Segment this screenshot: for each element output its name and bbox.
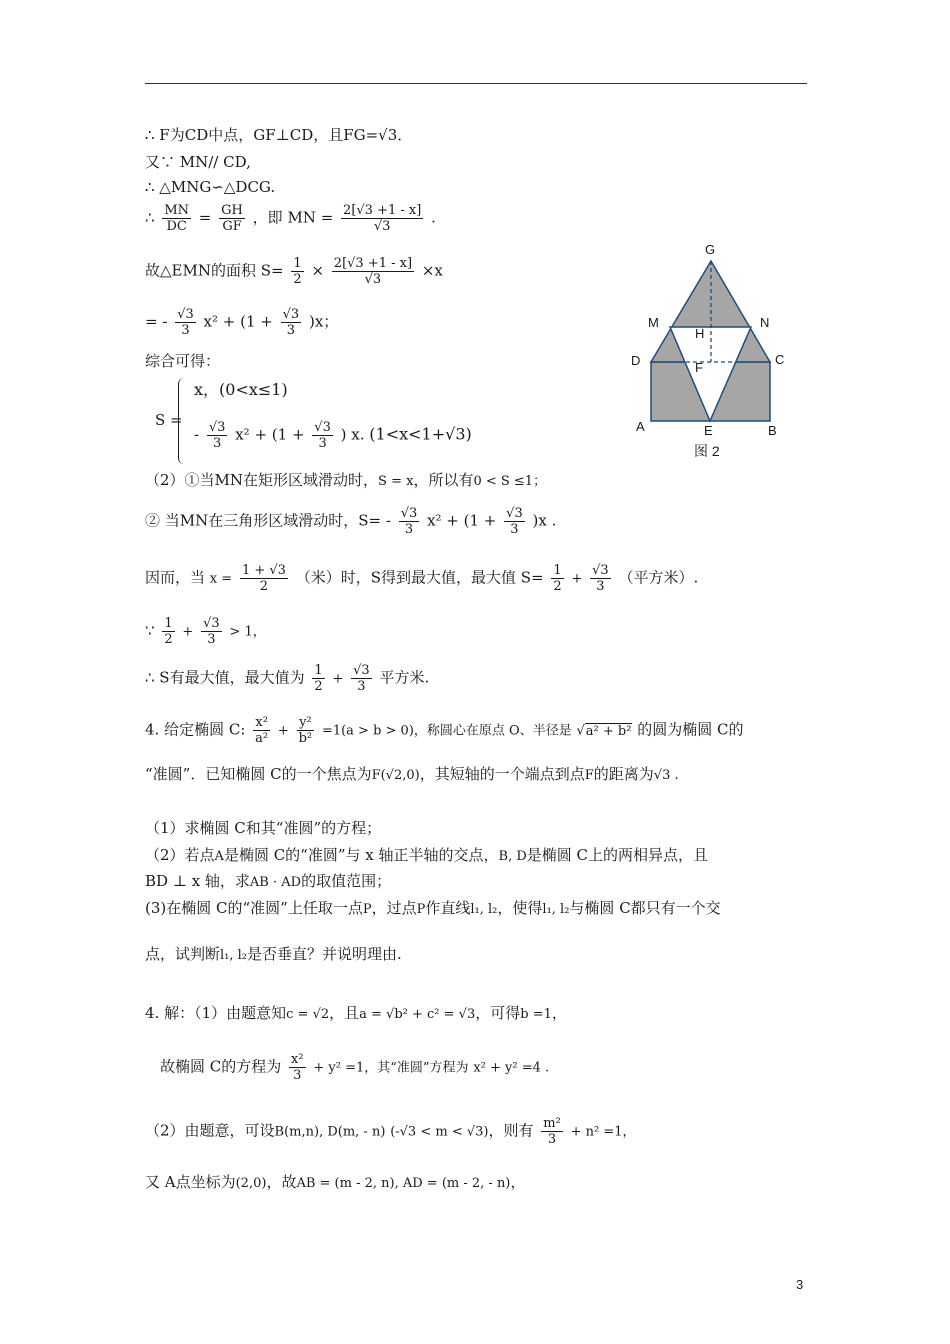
fraction: $\frac{√3}{3}$ <box>506 506 523 537</box>
formula-line: 故△EMN的面积 S= $\frac{1}{2}$ × $\frac{2[√3 +1 - x]}{√3}$ ×x <box>145 256 443 287</box>
fraction: $\frac{GH}{GF}$ <box>221 203 243 234</box>
formula-line: ∴ S有最大值，最大值为 $\frac{1}{2}$ + $\frac{√3}{3}$ 平方米. <box>145 663 430 694</box>
label-M: M <box>648 315 659 330</box>
text-line: ∴ F为CD中点，GF⊥CD，且FG=√3． <box>145 126 413 144</box>
question-4-line-2: “准圆”．已知椭圆 C的一个焦点为F(√2,0)，其短轴的一个端点到点F的距离为√3 . <box>145 765 679 783</box>
text-line: 又∵ MN// CD, <box>145 153 251 171</box>
text-line: （2）①当MN在矩形区域滑动时，S = x，所以有0 < S ≤1； <box>145 471 547 489</box>
question-4-part-3: (3)在椭圆 C的“准圆”上任取一点P，过点P作直线l₁, l₂，使得l₁, l₂与椭圆 C都只有一个交 <box>145 899 721 917</box>
fraction: $\frac{1}{2}$ <box>553 563 562 594</box>
label-G: G <box>705 242 716 257</box>
piecewise-case-2: - $\frac{√3}{3}$ x² + (1 + $\frac{√3}{3}$ ) x. (1<x<1+√3) <box>194 420 472 451</box>
fraction: $\frac{√3}{3}$ <box>177 307 194 338</box>
solution-line-3: （2）由题意，可设B(m,n), D(m, - n) (-√3 < m < √3)，则有 $\frac{\text{m²}}{3}$ + n² =1， <box>145 1116 636 1147</box>
fraction: $\frac{√3}{3}$ <box>400 506 418 537</box>
fraction: $\frac{1}{2}$ <box>314 663 323 694</box>
label-A: A <box>636 419 645 434</box>
fraction: $\frac{2[√3 +1 - x]}{√3}$ <box>343 203 422 234</box>
label-B: B <box>768 423 777 438</box>
fraction: $\frac{√3}{3}$ <box>353 663 370 694</box>
formula-line: = - $\frac{√3}{3}$ x² + (1 + $\frac{√3}{3}$ )x； <box>145 307 339 338</box>
fraction: $\frac{2[√3 +1 - x]}{√3}$ <box>333 256 413 287</box>
question-4-line-1: 4. 给定椭圆 C: $\frac{\text{x²}}{\text{a²}}$ + $\frac{\text{y²}}{\text{b²}}$ =1(a > b > 0)，称圆心在原点 O、半径是 √a² + b² 的圆为椭圆 C的 <box>145 715 744 746</box>
fraction: $\frac{\text{x²}}{\text{a²}}$ <box>255 715 269 746</box>
formula-line: ∴ $\frac{MN}{DC}$ = $\frac{GH}{GF}$ ，即 MN = $\frac{2[√3 +1 - x]}{√3}$ . <box>145 203 436 234</box>
figure-caption: 图 2 <box>694 443 720 459</box>
piecewise-case-1: x，(0<x≤1) <box>194 380 288 399</box>
solution-line-4: 又 A点坐标为(2,0)，故AB = (m - 2, n), AD = (m - 2, - n)， <box>145 1173 526 1191</box>
page-number: 3 <box>796 1277 804 1292</box>
text-line: 综合可得： <box>145 352 221 370</box>
solution-line-1: 4. 解：（1）由题意知c = √2，且a = √b² + c² = √3，可得b =1， <box>145 1004 567 1022</box>
question-4-part-2: （2）若点A是椭圆 C的“准圆”与 x 轴正半轴的交点，B, D是椭圆 C上的两相异点，且 <box>145 846 709 864</box>
question-4-part-3b: 点，试判断l₁, l₂是否垂直？并说明理由. <box>145 945 402 963</box>
fraction: $\frac{1}{2}$ <box>293 256 302 287</box>
solution-line-2: 故椭圆 C的方程为 $\frac{\text{x²}}{3}$ + y² =1，其“准圆”方程为 x² + y² =4 . <box>160 1052 550 1083</box>
piecewise-brace <box>178 378 189 464</box>
fraction: $\frac{√3}{3}$ <box>314 420 331 451</box>
label-H: H <box>695 326 705 341</box>
fraction: $\frac{MN}{DC}$ <box>164 203 190 234</box>
question-4-part-1: （1）求椭圆 C和其“准圆”的方程； <box>145 819 382 837</box>
header-rule <box>145 83 807 84</box>
fraction: $\frac{√3}{3}$ <box>203 616 220 647</box>
formula-line: ② 当MN在三角形区域滑动时，S= - $\frac{√3}{3}$ x² + (1 + $\frac{√3}{3}$ )x . <box>145 506 557 537</box>
fraction: $\frac{√3}{3}$ <box>208 420 226 451</box>
fraction: $\frac{\text{x²}}{3}$ <box>291 1052 304 1083</box>
label-E: E <box>704 423 713 438</box>
formula-line: 因而，当 x = $\frac{1 + √3}{2}$ （米）时，S得到最大值，最大值 S= $\frac{1}{2}$ + $\frac{√3}{3}$ （平方米）. <box>145 563 699 594</box>
piecewise-label: S = <box>155 411 183 429</box>
fraction: $\frac{√3}{3}$ <box>592 563 609 594</box>
formula-line: ∵ $\frac{1}{2}$ + $\frac{√3}{3}$ > 1， <box>145 616 266 647</box>
label-C: C <box>775 352 785 367</box>
label-N: N <box>760 315 770 330</box>
label-D: D <box>631 353 641 368</box>
text-line: ∴ △MNG∽△DCG. <box>145 178 276 196</box>
question-4-part-2b: BD ⊥ x 轴，求AB · AD的取值范围； <box>145 872 392 890</box>
fraction: $\frac{\text{m²}}{3}$ <box>543 1116 561 1147</box>
fraction: $\frac{1}{2}$ <box>164 616 173 647</box>
fraction: $\frac{1 + √3}{2}$ <box>241 563 286 594</box>
fraction: $\frac{\text{y²}}{\text{b²}}$ <box>298 715 313 746</box>
label-F: F <box>695 360 703 375</box>
fraction: $\frac{√3}{3}$ <box>282 307 300 338</box>
geometry-figure <box>620 238 795 463</box>
